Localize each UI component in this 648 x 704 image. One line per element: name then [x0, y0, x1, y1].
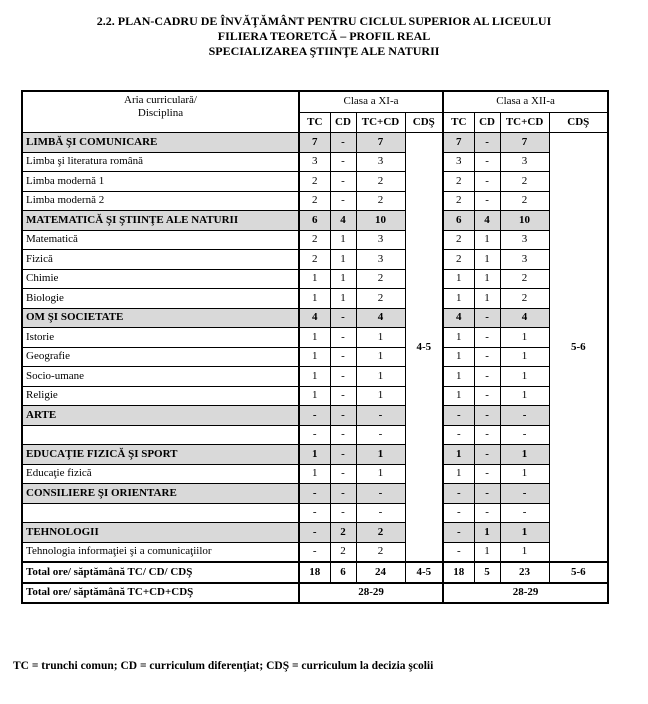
hours-cell: - [443, 406, 474, 426]
hours-cell: 7 [356, 133, 405, 153]
hours-cell: - [356, 425, 405, 445]
section-name: ARTE [22, 406, 299, 426]
subcol-header: CD [330, 112, 356, 133]
discipline-name: Socio-umane [22, 367, 299, 387]
totals-label: Total ore/ săptămână TC/ CD/ CDŞ [22, 562, 299, 583]
hours-cell: - [474, 367, 500, 387]
hours-cell: 2 [500, 172, 549, 192]
hours-cell: 2 [443, 191, 474, 211]
hours-cell: - [474, 445, 500, 465]
hours-cell: 4 [330, 211, 356, 231]
hours-cell: - [356, 406, 405, 426]
hours-cell: 2 [299, 172, 330, 192]
hours-cell: 2 [299, 230, 330, 250]
hours-cell: - [299, 523, 330, 543]
class-11-header: Clasa a XI-a [299, 91, 443, 112]
hours-cell: 1 [299, 289, 330, 309]
hours-cell: - [330, 328, 356, 348]
total-hours-cell: 4-5 [405, 562, 443, 583]
section-row [22, 308, 608, 328]
hours-cell: 3 [500, 152, 549, 172]
hours-cell: - [330, 386, 356, 406]
hours-cell: 1 [356, 445, 405, 465]
hours-cell: - [474, 133, 500, 153]
hours-cell: 1 [330, 230, 356, 250]
section-row [22, 406, 608, 426]
discipline-name: Geografie [22, 347, 299, 367]
hours-cell: 1 [474, 523, 500, 543]
hours-cell: 1 [330, 250, 356, 270]
discipline-name: Limba modernă 2 [22, 191, 299, 211]
hours-cell: - [443, 425, 474, 445]
hours-cell: - [474, 328, 500, 348]
discipline-name: Istorie [22, 328, 299, 348]
hours-cell: 2 [299, 191, 330, 211]
discipline-name [22, 425, 299, 445]
header-row-classes [22, 91, 608, 112]
hours-cell: - [500, 425, 549, 445]
hours-cell: 2 [330, 523, 356, 543]
hours-cell: 2 [299, 250, 330, 270]
subcol-header: TC [299, 112, 330, 133]
section-row [22, 445, 608, 465]
hours-cell: 1 [500, 347, 549, 367]
discipline-row [22, 250, 608, 270]
grand-total-cell: 28-29 [299, 583, 443, 604]
hours-cell: 1 [443, 347, 474, 367]
hours-cell: 1 [443, 445, 474, 465]
hours-cell: 2 [500, 289, 549, 309]
hours-cell: - [443, 523, 474, 543]
hours-cell: 7 [443, 133, 474, 153]
hours-cell: 4 [443, 308, 474, 328]
subcol-header: TC+CD [500, 112, 549, 133]
discipline-name: Biologie [22, 289, 299, 309]
discipline-name: Limba şi literatura română [22, 152, 299, 172]
discipline-row [22, 328, 608, 348]
hours-cell: - [299, 406, 330, 426]
hours-cell: 2 [500, 269, 549, 289]
section-name: CONSILIERE ŞI ORIENTARE [22, 484, 299, 504]
hours-cell: - [474, 425, 500, 445]
hours-cell: - [299, 425, 330, 445]
totals-row [22, 562, 608, 583]
grand-total-label: Total ore/ săptămână TC+CD+CDŞ [22, 583, 299, 604]
hours-cell: 1 [330, 289, 356, 309]
hours-cell: - [299, 484, 330, 504]
hours-cell: 3 [500, 250, 549, 270]
hours-cell: 2 [356, 191, 405, 211]
hours-cell: 4 [500, 308, 549, 328]
heading-line-2: FILIERA TEORETCĂ – PROFIL REAL [217, 29, 431, 43]
hours-cell: 1 [474, 269, 500, 289]
hours-cell: 3 [356, 250, 405, 270]
hours-cell: 1 [356, 367, 405, 387]
discipline-row [22, 425, 608, 445]
hours-cell: 4 [474, 211, 500, 231]
section-row [22, 133, 608, 153]
hours-cell: - [474, 347, 500, 367]
hours-cell: - [330, 425, 356, 445]
discipline-row [22, 503, 608, 523]
total-hours-cell: 18 [443, 562, 474, 583]
hours-cell: 2 [356, 289, 405, 309]
cds-class-11: 4-5 [405, 133, 443, 563]
hours-cell: 4 [299, 308, 330, 328]
hours-cell: 1 [500, 328, 549, 348]
footnote-legend: TC = trunchi comun; CD = curriculum diferenţiat; CDŞ = curriculum la decizia şcolii [13, 660, 434, 672]
discipline-row [22, 367, 608, 387]
hours-cell: 1 [500, 386, 549, 406]
hours-cell: - [356, 503, 405, 523]
hours-cell: 1 [474, 230, 500, 250]
subcol-header: CD [474, 112, 500, 133]
hours-cell: - [299, 503, 330, 523]
hours-cell: - [330, 347, 356, 367]
discipline-name [22, 503, 299, 523]
hours-cell: 3 [299, 152, 330, 172]
grand-total-row [22, 583, 608, 604]
hours-cell: 10 [356, 211, 405, 231]
hours-cell: 1 [500, 523, 549, 543]
section-row [22, 523, 608, 543]
hours-cell: 1 [299, 367, 330, 387]
discipline-row [22, 289, 608, 309]
document-heading [0, 14, 648, 59]
discipline-header-label: Disciplina [137, 107, 184, 119]
hours-cell: 6 [299, 211, 330, 231]
hours-cell: 1 [299, 328, 330, 348]
hours-cell: - [330, 445, 356, 465]
hours-cell: 4 [356, 308, 405, 328]
hours-cell: 1 [299, 269, 330, 289]
hours-cell: 1 [500, 464, 549, 484]
hours-cell: 1 [443, 269, 474, 289]
hours-cell: - [474, 152, 500, 172]
discipline-name: Tehnologia informaţiei şi a comunicaţiilor [22, 542, 299, 562]
total-hours-cell: 6 [330, 562, 356, 583]
discipline-row [22, 347, 608, 367]
hours-cell: - [356, 484, 405, 504]
hours-cell: 3 [500, 230, 549, 250]
hours-cell: 2 [443, 250, 474, 270]
hours-cell: 1 [330, 269, 356, 289]
hours-cell: - [330, 152, 356, 172]
hours-cell: 1 [443, 464, 474, 484]
hours-cell: 3 [356, 230, 405, 250]
hours-cell: 1 [474, 289, 500, 309]
aria-header-cell [22, 91, 299, 133]
section-row [22, 211, 608, 231]
hours-cell: - [443, 484, 474, 504]
hours-cell: - [474, 386, 500, 406]
discipline-name: Fizică [22, 250, 299, 270]
hours-cell: 2 [443, 230, 474, 250]
hours-cell: - [474, 406, 500, 426]
hours-cell: 1 [500, 367, 549, 387]
hours-cell: - [443, 503, 474, 523]
hours-cell: - [474, 503, 500, 523]
hours-cell: - [330, 191, 356, 211]
hours-cell: 1 [500, 542, 549, 562]
total-hours-cell: 24 [356, 562, 405, 583]
hours-cell: 1 [299, 445, 330, 465]
hours-cell: - [474, 464, 500, 484]
total-hours-cell: 5-6 [549, 562, 608, 583]
subcol-header: CDŞ [549, 112, 608, 133]
hours-cell: 1 [356, 347, 405, 367]
discipline-name: Religie [22, 386, 299, 406]
discipline-name: Educaţie fizică [22, 464, 299, 484]
hours-cell: 1 [443, 289, 474, 309]
hours-cell: - [500, 503, 549, 523]
hours-cell: 7 [500, 133, 549, 153]
discipline-row [22, 386, 608, 406]
grand-total-cell: 28-29 [443, 583, 608, 604]
hours-cell: - [330, 367, 356, 387]
hours-cell: 6 [443, 211, 474, 231]
total-hours-cell: 5 [474, 562, 500, 583]
heading-line-1: 2.2. PLAN-CADRU DE ÎNVĂŢĂMÂNT PENTRU CICLUL SUPERIOR AL LICEULUI [96, 14, 552, 28]
class-12-header: Clasa a XII-a [443, 91, 608, 112]
hours-cell: - [500, 484, 549, 504]
subcol-header: TC+CD [356, 112, 405, 133]
discipline-row [22, 542, 608, 562]
curriculum-plan-table [21, 90, 609, 604]
discipline-name: Matematică [22, 230, 299, 250]
hours-cell: - [443, 542, 474, 562]
hours-cell: - [330, 308, 356, 328]
section-name: TEHNOLOGII [22, 523, 299, 543]
section-name: OM ŞI SOCIETATE [22, 308, 299, 328]
hours-cell: - [330, 464, 356, 484]
section-row [22, 484, 608, 504]
hours-cell: - [474, 191, 500, 211]
hours-cell: 1 [443, 367, 474, 387]
discipline-row [22, 230, 608, 250]
total-hours-cell: 18 [299, 562, 330, 583]
hours-cell: 1 [299, 386, 330, 406]
hours-cell: 2 [356, 269, 405, 289]
discipline-row [22, 464, 608, 484]
hours-cell: - [330, 406, 356, 426]
section-name: LIMBĂ ŞI COMUNICARE [22, 133, 299, 153]
hours-cell: 2 [443, 172, 474, 192]
hours-cell: 3 [356, 152, 405, 172]
hours-cell: 1 [474, 542, 500, 562]
hours-cell: 1 [474, 250, 500, 270]
section-name: EDUCAŢIE FIZICĂ ŞI SPORT [22, 445, 299, 465]
discipline-row [22, 191, 608, 211]
hours-cell: 2 [500, 191, 549, 211]
hours-cell: - [330, 172, 356, 192]
hours-cell: 1 [356, 464, 405, 484]
hours-cell: - [330, 133, 356, 153]
discipline-row [22, 172, 608, 192]
hours-cell: 1 [443, 328, 474, 348]
hours-cell: 1 [356, 386, 405, 406]
discipline-name: Chimie [22, 269, 299, 289]
hours-cell: - [474, 308, 500, 328]
hours-cell: 3 [443, 152, 474, 172]
hours-cell: 7 [299, 133, 330, 153]
subcol-header: CDŞ [405, 112, 443, 133]
hours-cell: - [474, 484, 500, 504]
hours-cell: 1 [299, 464, 330, 484]
hours-cell: 1 [443, 386, 474, 406]
hours-cell: 1 [500, 445, 549, 465]
discipline-name: Limba modernă 1 [22, 172, 299, 192]
discipline-row [22, 269, 608, 289]
hours-cell: - [330, 484, 356, 504]
hours-cell: 10 [500, 211, 549, 231]
hours-cell: - [299, 542, 330, 562]
hours-cell: 1 [356, 328, 405, 348]
discipline-row [22, 152, 608, 172]
hours-cell: - [474, 172, 500, 192]
cds-class-12: 5-6 [549, 133, 608, 563]
subcol-header: TC [443, 112, 474, 133]
aria-header-label: Aria curriculară/ [124, 94, 197, 106]
hours-cell: - [330, 503, 356, 523]
total-hours-cell: 23 [500, 562, 549, 583]
hours-cell: 2 [330, 542, 356, 562]
hours-cell: 1 [299, 347, 330, 367]
heading-line-3: SPECIALIZAREA ŞTIINŢE ALE NATURII [208, 44, 440, 58]
hours-cell: - [500, 406, 549, 426]
hours-cell: 2 [356, 523, 405, 543]
hours-cell: 2 [356, 542, 405, 562]
hours-cell: 2 [356, 172, 405, 192]
section-name: MATEMATICĂ ŞI ŞTIINŢE ALE NATURII [22, 211, 299, 231]
